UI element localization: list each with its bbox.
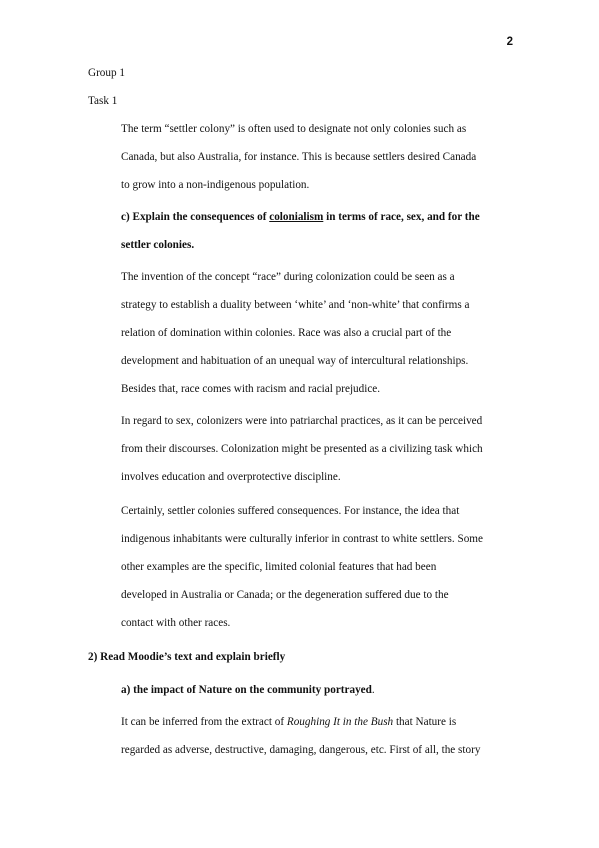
intro-line: to grow into a non-indigenous population. [121,179,310,191]
sex-line: In regard to sex, colonizers were into patriarchal practices, as it can be perceived [121,415,483,427]
question-a-period: . [371,684,375,696]
race-line: strategy to establish a duality between ‘white’ and ‘non-white’ that confirms a [121,299,470,311]
question-c-text-end: in terms of race, sex, and for the [323,211,480,223]
sex-line: involves education and overprotective discipline. [121,471,341,483]
section-heading: 2) Read Moodie’s text and explain briefly [88,651,286,663]
question-c-text: c) Explain the consequences of [121,211,270,223]
group-label: Group 1 [88,67,125,79]
race-line: Besides that, race comes with racism and racial prejudice. [121,383,381,395]
question-a [121,683,375,697]
question-c [121,210,480,224]
nature-line [121,715,456,729]
intro-line: The term “settler colony” is often used to designate not only colonies such as [121,123,467,135]
settler-line: Certainly, settler colonies suffered consequences. For instance, the idea that [121,505,460,517]
nature-text: It can be inferred from the extract of [121,716,287,728]
question-c-line2: settler colonies. [121,239,195,251]
settler-line: indigenous inhabitants were culturally inferior in contrast to white settlers. Some [121,533,483,545]
sex-line: from their discourses. Colonization might be presented as a civilizing task which [121,443,483,455]
settler-line: other examples are the specific, limited colonial features that had been [121,561,437,573]
nature-line: regarded as adverse, destructive, damaging, dangerous, etc. First of all, the story [121,744,481,756]
race-line: relation of domination within colonies. Race was also a crucial part of the [121,327,452,339]
settler-line: developed in Australia or Canada; or the degeneration suffered due to the [121,589,449,601]
question-c-keyword: colonialism [269,211,324,223]
question-a-text: a) the impact of Nature on the community portrayed [121,684,372,696]
nature-text-end: that Nature is [393,716,457,728]
page-number: 2 [506,36,513,48]
task-label: Task 1 [88,95,118,107]
intro-line: Canada, but also Australia, for instance. This is because settlers desired Canada [121,151,477,163]
book-title: Roughing It in the Bush [286,716,394,728]
race-line: development and habituation of an unequal way of intercultural relationships. [121,355,469,367]
settler-line: contact with other races. [121,617,231,629]
race-line: The invention of the concept “race” during colonization could be seen as a [121,271,455,283]
